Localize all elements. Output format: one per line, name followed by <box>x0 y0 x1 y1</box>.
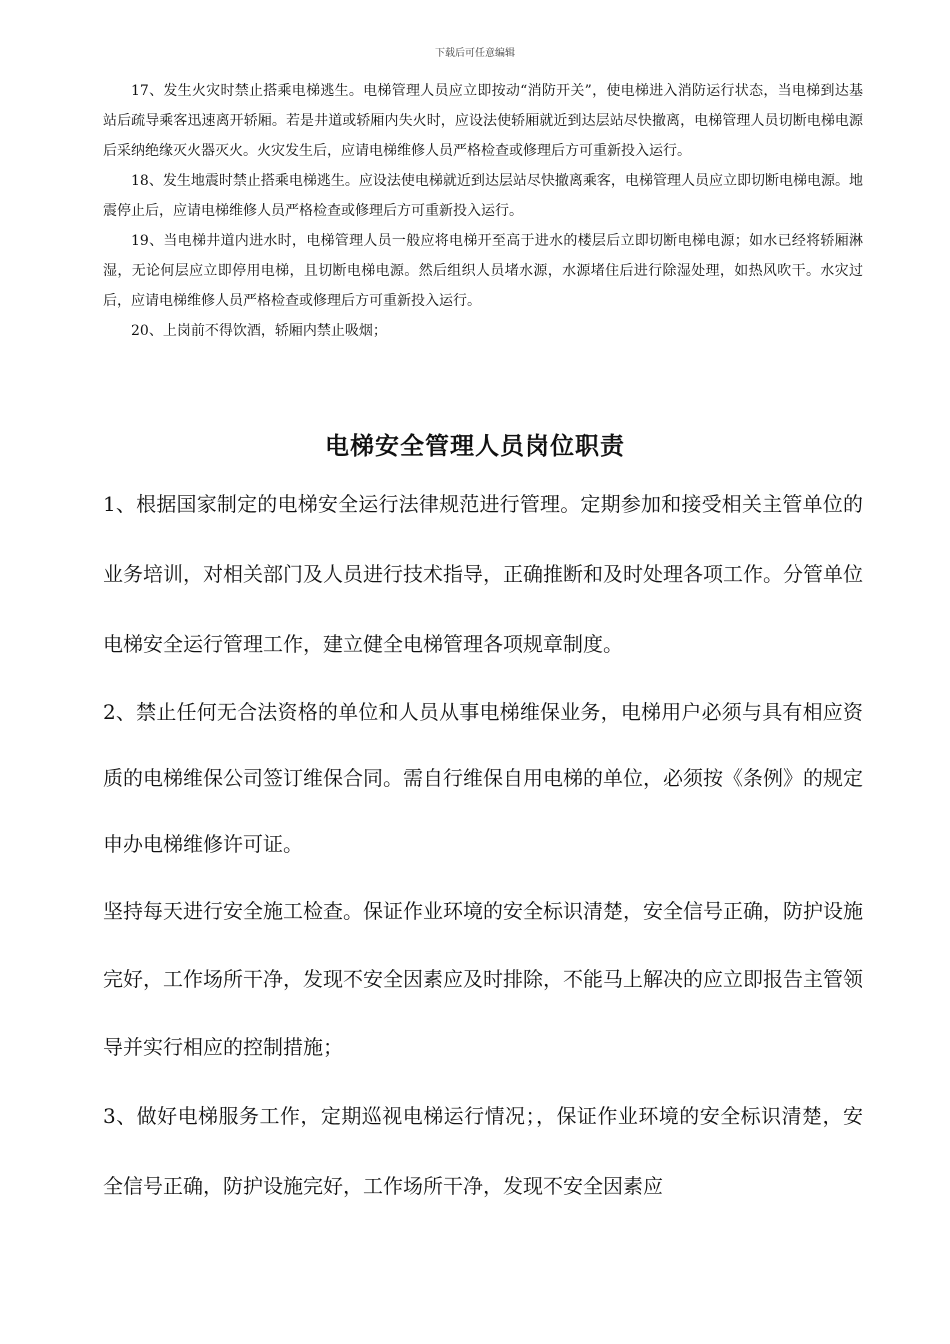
duty-1: 1、根据国家制定的电梯安全运行法律规范进行管理。定期参加和接受相关主管单位的业务培训，对相关部门及人员进行技术指导，正确推断和及时处理各项工作。分管单位电梯安全运行管理工作，建立健全电梯管理各项规章制度。 <box>103 492 863 656</box>
rule-17: 17、发生火灾时禁止搭乘电梯逃生。电梯管理人员应立即按动“消防开关”，使电梯进入消防运行状态，当电梯到达基站后疏导乘客迅速离开轿厢。若是井道或轿厢内失火时，应设法使轿厢就近到达层站尽快撤离，电梯管理人员切断电梯电源后采纳绝缘灭火器灭火。火灾发生后，应请电梯维修人员严格检查或修理后方可重新投入运行。 <box>103 83 863 159</box>
duty-2: 2、禁止任何无合法资格的单位和人员从事电梯维保业务，电梯用户必须与具有相应资质的电梯维保公司签订维保合同。需自行维保自用电梯的单位，必须按《条例》的规定申办电梯维修许可证。 <box>103 700 863 856</box>
section-title: 电梯安全管理人员岗位职责 <box>325 431 625 460</box>
duties-section <box>103 469 863 1221</box>
page-header: 下载后可任意编辑 <box>435 48 515 59</box>
rules-section <box>103 76 863 346</box>
rule-20: 20、上岗前不得饮酒，轿厢内禁止吸烟； <box>131 323 387 339</box>
rule-18: 18、发生地震时禁止搭乘电梯逃生。应设法使电梯就近到达层站尽快撤离乘客，电梯管理人员应立即切断电梯电源。地震停止后，应请电梯维修人员严格检查或修理后方可重新投入运行。 <box>103 173 863 219</box>
duty-3: 3、做好电梯服务工作，定期巡视电梯运行情况；，保证作业环境的安全标识清楚，安全信号正确，防护设施完好，工作场所干净，发现不安全因素应 <box>103 1104 863 1198</box>
duty-2-continued: 坚持每天进行安全施工检查。保证作业环境的安全标识清楚，安全信号正确，防护设施完好，工作场所干净，发现不安全因素应及时排除，不能马上解决的应立即报告主管领导并实行相应的控制措施； <box>103 899 863 1059</box>
rule-19: 19、当电梯井道内进水时，电梯管理人员一般应将电梯开至高于进水的楼层后立即切断电梯电源；如水已经将轿厢淋湿，无论何层应立即停用电梯，且切断电梯电源。然后组织人员堵水源，水源堵住后进行除湿处理，如热风吹干。水灾过后，应请电梯维修人员严格检查或修理后方可重新投入运行。 <box>103 233 863 309</box>
